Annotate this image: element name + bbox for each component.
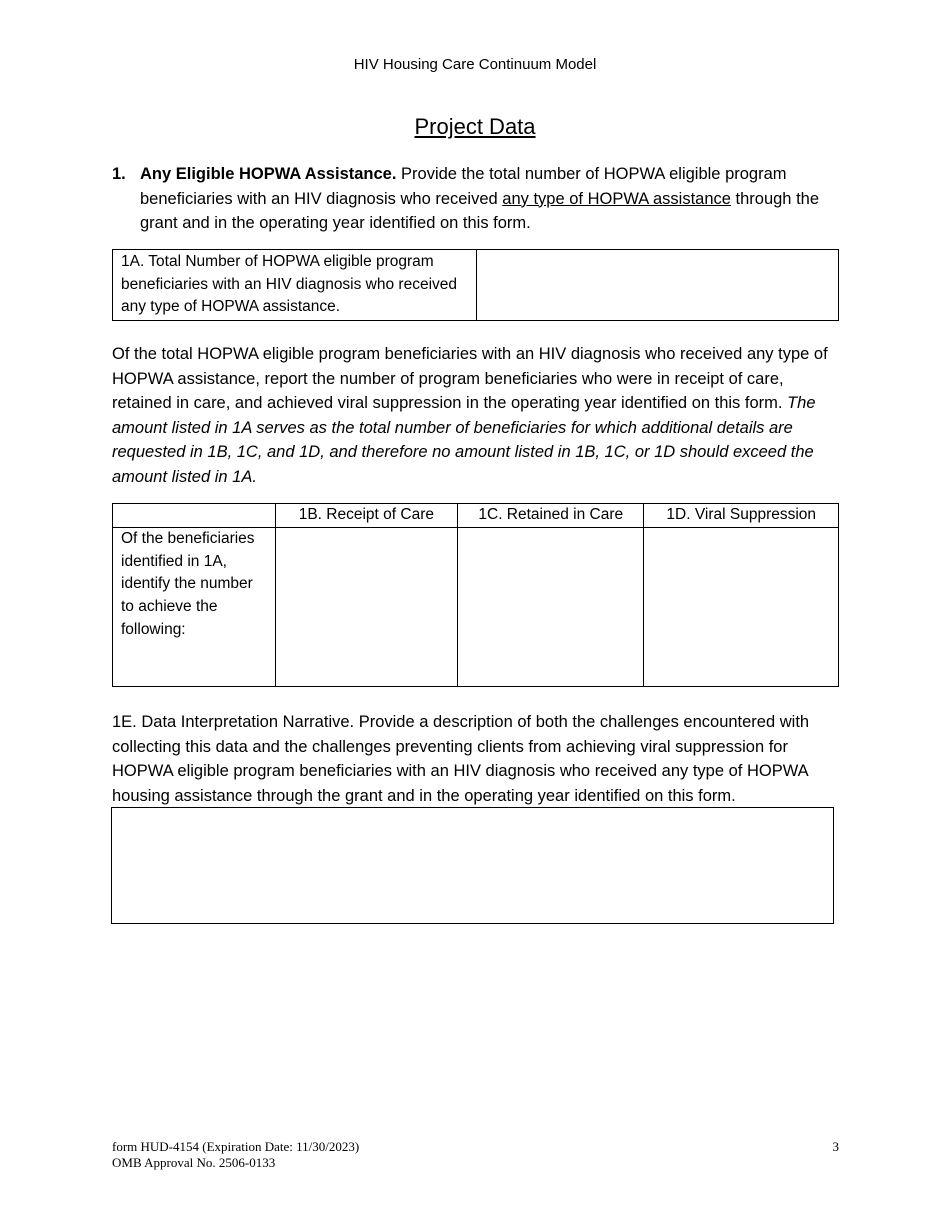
section-heading: Any Eligible HOPWA Assistance. — [140, 165, 397, 183]
page-number: 3 — [832, 1139, 839, 1154]
instruction-text: Of the total HOPWA eligible program beneficiaries with an HIV diagnosis who received any type of HOPWA assistance, report the number of program beneficiaries who were in receipt of care, retained in care, and achieved viral suppression in the operating year identified on this form. — [112, 345, 828, 412]
header-blank — [113, 504, 276, 528]
narrative-text-area[interactable] — [111, 807, 834, 924]
field-1d-input[interactable] — [644, 527, 839, 686]
underlined-phrase: any type of HOPWA assistance — [502, 189, 731, 208]
narrative-prompt: 1E. Data Interpretation Narrative. Provide a description of both the challenges encountered with collecting this data and the challenges preventing clients from achieving viral suppression for HOPWA eligible program beneficiaries with an HIV diagnosis who received any type of HOPWA housing assistance through the grant and in the operating year identified on this form. — [112, 713, 810, 805]
field-1a-label: 1A. Total Number of HOPWA eligible program beneficiaries with an HIV diagnosis who received any type of HOPWA assistance. — [113, 250, 477, 321]
header-retained-in-care: 1C. Retained in Care — [458, 504, 644, 528]
form-number: form HUD-4154 (Expiration Date: 11/30/2023) — [112, 1139, 360, 1154]
field-1a-input[interactable] — [477, 250, 839, 321]
header-viral-suppression: 1D. Viral Suppression — [644, 504, 839, 528]
row-label: Of the beneficiaries identified in 1A, identify the number to achieve the following: — [113, 527, 276, 686]
section-number: 1. — [112, 165, 126, 183]
instruction-note: The amount listed in 1A serves as the total number of beneficiaries for which additional details are requested in 1B, 1C, and 1D, and therefore no amount listed in 1B, 1C, or 1D should exceed the amount listed in 1A. — [112, 394, 816, 486]
section-text: Provide the total number of HOPWA eligible program beneficiaries with an HIV diagnosis who received — [140, 165, 787, 208]
field-1c-input[interactable] — [458, 527, 644, 686]
section-text-end: through the grant and in the operating year identified on this form. — [140, 189, 820, 232]
document-header: HIV Housing Care Continuum Model — [353, 56, 597, 73]
page-title: Project Data — [414, 114, 536, 139]
instruction-paragraph — [112, 342, 842, 489]
section-1 — [112, 162, 840, 236]
section-1-instructions — [140, 162, 840, 236]
table-1b-1d — [112, 503, 839, 687]
omb-approval: OMB Approval No. 2506-0133 — [112, 1155, 276, 1170]
footer — [112, 1139, 839, 1171]
table-1a — [112, 249, 839, 321]
header-receipt-of-care: 1B. Receipt of Care — [275, 504, 457, 528]
field-1b-input[interactable] — [275, 527, 457, 686]
